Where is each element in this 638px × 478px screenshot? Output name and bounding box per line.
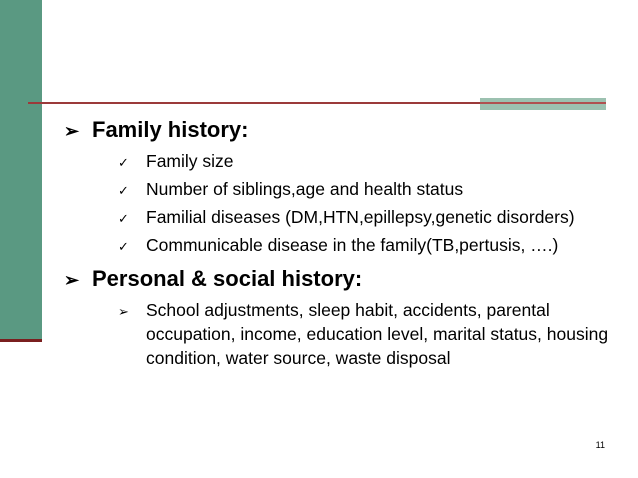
list-item xyxy=(118,177,624,203)
list-item-text: Family size xyxy=(146,151,234,171)
arrow-bullet-icon: ➢ xyxy=(118,304,129,319)
arrow-bullet-icon: ➢ xyxy=(64,270,80,290)
section-heading xyxy=(64,263,624,296)
list-item xyxy=(118,233,624,259)
divider-block-line xyxy=(480,102,606,104)
left-decorative-bar xyxy=(0,0,42,339)
section-family-history xyxy=(64,114,624,259)
list-item xyxy=(118,298,624,370)
checkmark-bullet-icon: ✓ xyxy=(118,211,129,226)
divider-block xyxy=(480,98,606,110)
list-item-text: Familial diseases (DM,HTN,epillepsy,genetic disorders) xyxy=(146,207,575,227)
arrow-bullet-icon: ➢ xyxy=(64,121,80,141)
section-heading xyxy=(64,114,624,147)
section-personal-social-history xyxy=(64,263,624,370)
list-item xyxy=(118,149,624,175)
page-number: 11 xyxy=(595,440,605,450)
list-item-text: Number of siblings,age and health status xyxy=(146,179,464,199)
section-title: Family history: xyxy=(92,117,249,142)
list-item-text: Communicable disease in the family(TB,pertusis, ….) xyxy=(146,235,559,255)
checkmark-bullet-icon: ✓ xyxy=(118,239,129,254)
left-bar-accent xyxy=(0,339,42,342)
title-divider-line xyxy=(28,102,480,104)
list-item-text: School adjustments, sleep habit, accidents, parental occupation, income, education level, marital status, housing condition, water source, waste disposal xyxy=(146,300,609,368)
checkmark-bullet-icon: ✓ xyxy=(118,155,129,170)
checkmark-bullet-icon: ✓ xyxy=(118,183,129,198)
list-item xyxy=(118,205,624,231)
slide-content xyxy=(64,114,624,370)
section-title: Personal & social history: xyxy=(92,266,363,291)
